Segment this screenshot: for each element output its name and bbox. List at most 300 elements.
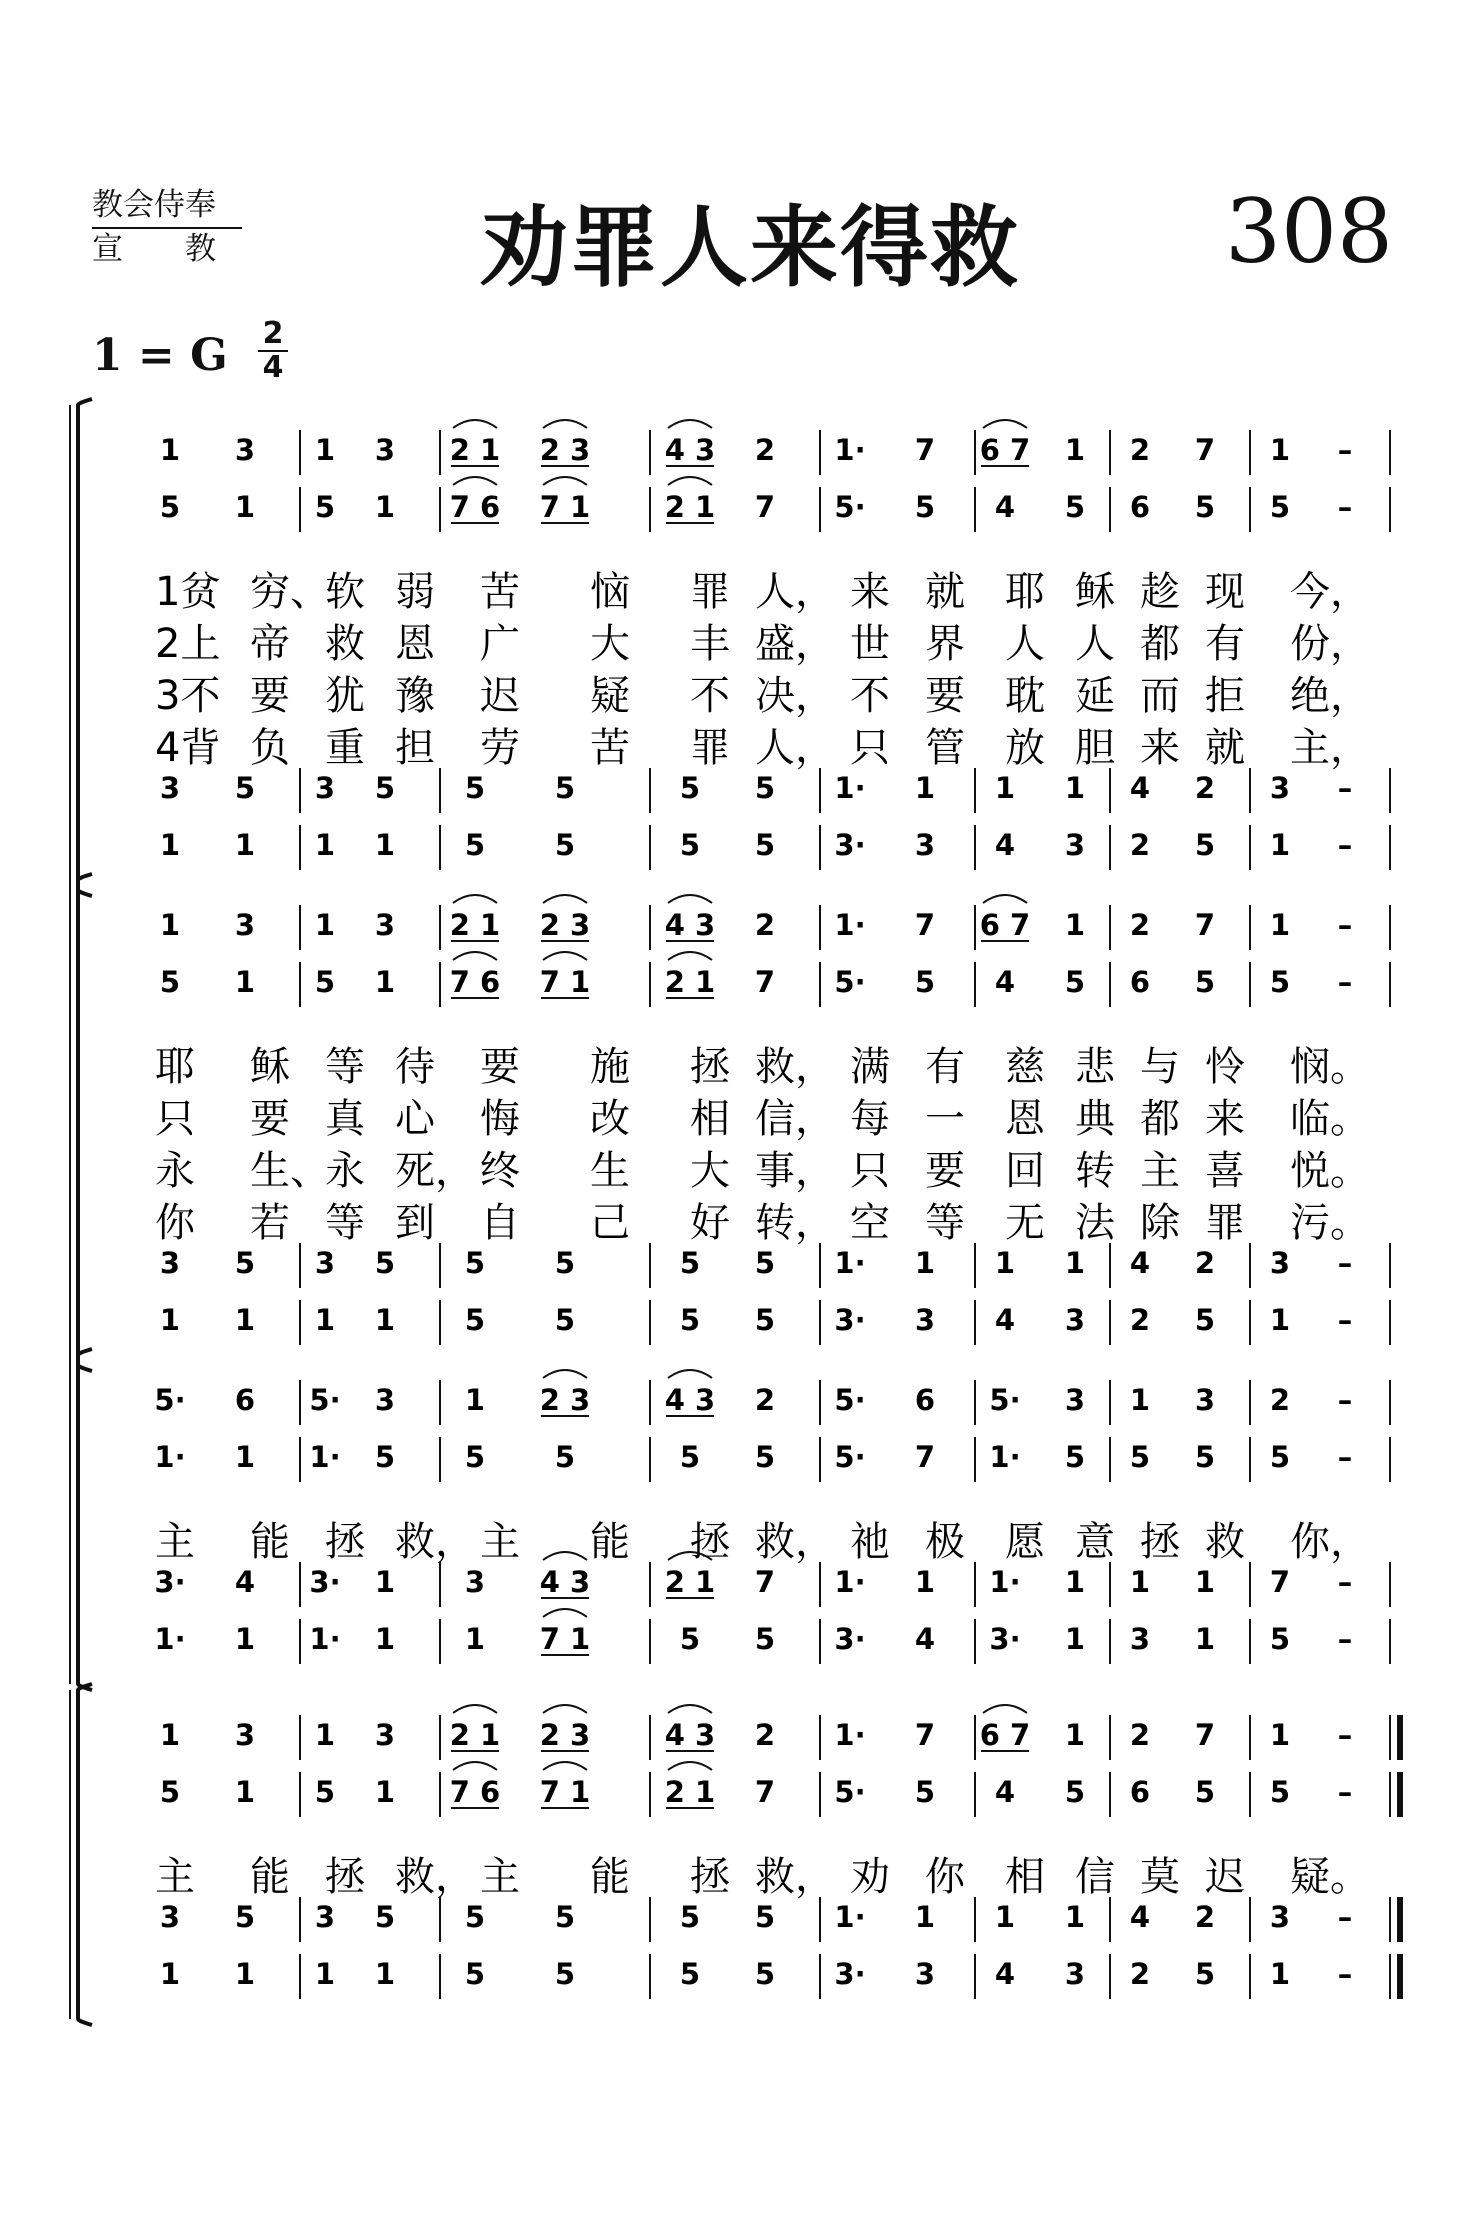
- tenor-note: 5: [464, 771, 486, 805]
- alto-note: 1: [234, 1775, 256, 1809]
- tenor-note: 5: [679, 1900, 701, 1934]
- bass-note: 1: [234, 1622, 256, 1656]
- bass-note: 3: [914, 828, 936, 862]
- lyric-syllable: 劳: [480, 725, 520, 771]
- tenor-note: 2 1: [664, 1565, 716, 1599]
- alto-note: 5: [464, 1440, 486, 1474]
- alto-note: 1: [374, 965, 396, 999]
- lyric-syllable: 救，: [395, 1854, 475, 1900]
- slur-mark: [543, 1552, 587, 1560]
- tenor-note: 1: [914, 1246, 936, 1280]
- lyric-syllable: 拯: [325, 1519, 365, 1565]
- alto-note: 2 1: [664, 965, 716, 999]
- slur-mark: [543, 1705, 587, 1713]
- lyric-syllable: 稣: [1075, 569, 1115, 615]
- alto-note: 5·: [834, 490, 866, 524]
- soprano-note: 5·: [834, 1383, 866, 1417]
- tenor-note: 5: [374, 771, 396, 805]
- tenor-note: 7: [754, 1565, 776, 1599]
- lyric-syllable: 主: [155, 1854, 195, 1900]
- lyric-syllable: 事，: [755, 1148, 835, 1194]
- soprano-note: 6 7: [979, 1718, 1031, 1752]
- soprano-note: 6 7: [979, 433, 1031, 467]
- lyric-syllable: 悯。: [1290, 1044, 1370, 1090]
- lyric-syllable: 人，: [755, 569, 835, 615]
- alto-note: –: [1337, 1775, 1353, 1809]
- soprano-note: 1·: [834, 1718, 866, 1752]
- bass-note: 1: [314, 828, 336, 862]
- tenor-note: 3: [314, 1246, 336, 1280]
- lyric-syllable: 信，: [755, 1096, 835, 1142]
- soprano-note: 4 3: [664, 1718, 716, 1752]
- tenor-note: 1: [374, 1565, 396, 1599]
- bass-note: 4: [994, 828, 1016, 862]
- lyric-syllable: 莫: [1140, 1854, 1180, 1900]
- tenor-note: 5: [374, 1246, 396, 1280]
- lyric-syllable: 耶: [155, 1044, 195, 1090]
- lyric-syllable: 拯: [1140, 1519, 1180, 1565]
- alto-note: 7: [754, 490, 776, 524]
- tenor-note: 3·: [154, 1565, 186, 1599]
- soprano-note: 1: [314, 908, 336, 942]
- bass-note: 1: [1269, 828, 1291, 862]
- bass-note: 1: [159, 1957, 181, 1991]
- bass-note: 1: [1269, 1303, 1291, 1337]
- lyric-syllable: 救，: [755, 1044, 835, 1090]
- bass-note: 1: [374, 1957, 396, 1991]
- lyric-syllable: 恼: [590, 569, 630, 615]
- lyric-syllable: 就: [1205, 725, 1245, 771]
- alto-note: 5: [554, 1440, 576, 1474]
- alto-note: 6: [1129, 1775, 1151, 1809]
- bass-note: 3: [1064, 1303, 1086, 1337]
- alto-note: 7 6: [449, 1775, 501, 1809]
- lyric-syllable: 能: [250, 1519, 290, 1565]
- soprano-note: 1·: [834, 433, 866, 467]
- soprano-note: 7: [1194, 1718, 1216, 1752]
- lyric-syllable: 广: [480, 621, 520, 667]
- tenor-note: –: [1337, 1900, 1353, 1934]
- slur-mark: [543, 895, 587, 903]
- soprano-note: 2 3: [539, 908, 591, 942]
- tenor-note: 1·: [834, 1246, 866, 1280]
- lyric-syllable: 自: [480, 1200, 520, 1246]
- slur-mark: [453, 477, 497, 485]
- slur-mark: [983, 1705, 1027, 1713]
- lyric-syllable: 祂: [850, 1519, 890, 1565]
- bass-note: 3: [1064, 1957, 1086, 1991]
- lyric-syllable: 相: [690, 1096, 730, 1142]
- lyric-syllable: 相: [1005, 1854, 1045, 1900]
- system-bracket: [78, 874, 92, 1371]
- tenor-note: –: [1337, 771, 1353, 805]
- tenor-note: 5: [554, 1900, 576, 1934]
- lyric-syllable: 而: [1140, 673, 1180, 719]
- slur-mark: [668, 420, 712, 428]
- lyric-syllable: 迟: [480, 673, 520, 719]
- tenor-note: 3: [159, 1246, 181, 1280]
- tenor-note: 3: [1269, 1246, 1291, 1280]
- soprano-note: 6 7: [979, 908, 1031, 942]
- tenor-note: 5: [554, 771, 576, 805]
- soprano-note: 2 3: [539, 1718, 591, 1752]
- tenor-note: 4 3: [539, 1565, 591, 1599]
- hymn-number: 308: [1225, 180, 1393, 283]
- alto-note: 5: [1194, 1440, 1216, 1474]
- lyric-syllable: 人，: [755, 725, 835, 771]
- lyric-syllable: 只: [850, 1148, 890, 1194]
- slur-mark: [453, 420, 497, 428]
- soprano-note: 7: [914, 433, 936, 467]
- alto-note: 1: [374, 490, 396, 524]
- lyric-syllable: 趁: [1140, 569, 1180, 615]
- system-bracket: [78, 1684, 92, 2025]
- soprano-note: –: [1337, 908, 1353, 942]
- alto-note: 5: [314, 1775, 336, 1809]
- tenor-note: 4: [1129, 771, 1151, 805]
- alto-note: 5: [314, 490, 336, 524]
- bass-note: 3·: [834, 1303, 866, 1337]
- lyric-syllable: 穷、: [250, 569, 330, 615]
- system-bracket: [78, 1349, 92, 1690]
- lyric-syllable: 主: [480, 1854, 520, 1900]
- alto-note: 4: [994, 1775, 1016, 1809]
- alto-note: 5: [374, 1440, 396, 1474]
- tenor-note: 3: [314, 771, 336, 805]
- tenor-note: 5: [464, 1900, 486, 1934]
- lyric-syllable: 主: [155, 1519, 195, 1565]
- system-bracket: [78, 399, 92, 896]
- soprano-note: 1: [314, 1718, 336, 1752]
- soprano-note: 7: [1194, 433, 1216, 467]
- bass-note: 3·: [989, 1622, 1021, 1656]
- alto-note: –: [1337, 965, 1353, 999]
- lyric-syllable: 重: [325, 725, 365, 771]
- soprano-note: 3: [374, 1383, 396, 1417]
- soprano-note: 2: [1269, 1383, 1291, 1417]
- lyric-syllable: 到: [395, 1200, 435, 1246]
- lyric-syllable: 改: [590, 1096, 630, 1142]
- soprano-note: 1: [314, 433, 336, 467]
- lyric-syllable: 等: [925, 1200, 965, 1246]
- category-top: 教会侍奉: [92, 185, 242, 229]
- lyric-syllable: 盛，: [755, 621, 835, 667]
- slur-mark: [668, 1762, 712, 1770]
- tenor-note: 1·: [834, 1900, 866, 1934]
- alto-note: 5: [914, 490, 936, 524]
- lyric-syllable: 死，: [395, 1148, 475, 1194]
- bass-note: 1·: [154, 1622, 186, 1656]
- lyric-syllable: 恩: [1005, 1096, 1045, 1142]
- alto-note: 5: [159, 490, 181, 524]
- lyric-syllable: 主: [480, 1519, 520, 1565]
- lyric-syllable: 有: [1205, 621, 1245, 667]
- lyric-syllable: 有: [925, 1044, 965, 1090]
- soprano-note: 3: [234, 433, 256, 467]
- lyric-syllable: 迟: [1205, 1854, 1245, 1900]
- bass-note: 5: [554, 1957, 576, 1991]
- bass-note: 1: [234, 1957, 256, 1991]
- lyric-syllable: 管: [925, 725, 965, 771]
- lyric-syllable: 绝，: [1290, 673, 1370, 719]
- alto-note: 5: [1194, 965, 1216, 999]
- soprano-note: 2 3: [539, 433, 591, 467]
- soprano-note: 2: [1129, 908, 1151, 942]
- lyric-syllable: 拯: [325, 1854, 365, 1900]
- lyric-syllable: 3不: [155, 673, 221, 719]
- lyric-syllable: 每: [850, 1096, 890, 1142]
- lyric-syllable: 法: [1075, 1200, 1115, 1246]
- soprano-note: 1: [464, 1383, 486, 1417]
- key-signature: 1 = G: [92, 330, 228, 381]
- tenor-note: 3: [464, 1565, 486, 1599]
- tenor-note: 5: [679, 1246, 701, 1280]
- tenor-note: 5: [679, 771, 701, 805]
- soprano-note: 3: [1194, 1383, 1216, 1417]
- lyric-syllable: 2上: [155, 621, 221, 667]
- bass-note: 1: [159, 1303, 181, 1337]
- lyric-syllable: 世: [850, 621, 890, 667]
- tenor-note: 1: [914, 771, 936, 805]
- bass-note: 3·: [834, 1622, 866, 1656]
- tenor-note: 1: [914, 1900, 936, 1934]
- slur-mark: [668, 477, 712, 485]
- bass-note: 5: [754, 828, 776, 862]
- lyric-syllable: 就: [925, 569, 965, 615]
- bass-note: 1: [314, 1303, 336, 1337]
- lyric-syllable: 能: [590, 1854, 630, 1900]
- lyric-syllable: 慈: [1005, 1044, 1045, 1090]
- lyric-syllable: 愿: [1005, 1519, 1045, 1565]
- alto-note: 2 1: [664, 1775, 716, 1809]
- alto-note: 1·: [309, 1440, 341, 1474]
- lyric-syllable: 疑: [590, 673, 630, 719]
- alto-note: 1·: [989, 1440, 1021, 1474]
- soprano-note: 2: [1129, 1718, 1151, 1752]
- lyric-syllable: 救: [1205, 1519, 1245, 1565]
- lyric-syllable: 污。: [1290, 1200, 1370, 1246]
- alto-note: 5: [1269, 490, 1291, 524]
- bass-note: 5: [464, 1957, 486, 1991]
- lyric-syllable: 转: [1075, 1148, 1115, 1194]
- bass-note: 4: [994, 1303, 1016, 1337]
- alto-note: 5: [1064, 1775, 1086, 1809]
- alto-note: 5: [1064, 490, 1086, 524]
- bass-note: 3: [914, 1303, 936, 1337]
- soprano-note: 1: [1269, 433, 1291, 467]
- lyric-syllable: 主，: [1290, 725, 1370, 771]
- alto-note: 7: [914, 1440, 936, 1474]
- slur-mark: [668, 895, 712, 903]
- lyric-syllable: 疑。: [1290, 1854, 1370, 1900]
- alto-note: 7 6: [449, 965, 501, 999]
- tenor-note: 1: [1064, 1565, 1086, 1599]
- tenor-note: 3: [159, 1900, 181, 1934]
- lyric-syllable: 喜: [1205, 1148, 1245, 1194]
- slur-mark: [668, 1370, 712, 1378]
- slur-mark: [668, 1705, 712, 1713]
- alto-note: 2 1: [664, 490, 716, 524]
- lyric-syllable: 悦。: [1290, 1148, 1370, 1194]
- bass-note: 1: [374, 828, 396, 862]
- bass-note: 5: [679, 1622, 701, 1656]
- soprano-note: 2: [754, 1718, 776, 1752]
- lyric-syllable: 胆: [1075, 725, 1115, 771]
- bass-note: 1: [234, 1303, 256, 1337]
- lyric-syllable: 一: [925, 1096, 965, 1142]
- lyric-syllable: 要: [480, 1044, 520, 1090]
- lyric-syllable: 担: [395, 725, 435, 771]
- alto-note: 5·: [834, 1440, 866, 1474]
- lyric-syllable: 你: [155, 1200, 195, 1246]
- tenor-note: 1·: [834, 771, 866, 805]
- tenor-note: 5: [754, 1900, 776, 1934]
- lyric-syllable: 主: [1140, 1148, 1180, 1194]
- lyric-syllable: 除: [1140, 1200, 1180, 1246]
- bass-note: 1: [1064, 1622, 1086, 1656]
- soprano-note: 1: [159, 433, 181, 467]
- lyric-syllable: 施: [590, 1044, 630, 1090]
- alto-note: 5: [914, 1775, 936, 1809]
- bass-note: –: [1337, 1303, 1353, 1337]
- soprano-note: 6: [914, 1383, 936, 1417]
- tenor-note: 3: [159, 771, 181, 805]
- lyric-syllable: 延: [1075, 673, 1115, 719]
- soprano-note: 2 3: [539, 1383, 591, 1417]
- bass-note: 5: [1269, 1622, 1291, 1656]
- alto-note: 1: [234, 1440, 256, 1474]
- soprano-note: 1: [1064, 908, 1086, 942]
- lyric-syllable: 稣: [250, 1044, 290, 1090]
- alto-note: 7: [754, 1775, 776, 1809]
- lyric-syllable: 4背: [155, 725, 221, 771]
- slur-mark: [453, 952, 497, 960]
- lyric-syllable: 负: [250, 725, 290, 771]
- soprano-note: 4 3: [664, 908, 716, 942]
- lyric-syllable: 豫: [395, 673, 435, 719]
- lyric-syllable: 都: [1140, 621, 1180, 667]
- alto-note: –: [1337, 490, 1353, 524]
- slur-mark: [453, 1705, 497, 1713]
- bass-note: 3: [1064, 828, 1086, 862]
- lyric-syllable: 悲: [1075, 1044, 1115, 1090]
- lyric-syllable: 犹: [325, 673, 365, 719]
- bass-note: 2: [1129, 828, 1151, 862]
- lyric-syllable: 只: [850, 725, 890, 771]
- lyric-syllable: 生: [590, 1148, 630, 1194]
- tenor-note: –: [1337, 1246, 1353, 1280]
- tenor-note: 2: [1194, 771, 1216, 805]
- lyric-syllable: 现: [1205, 569, 1245, 615]
- alto-note: 5: [1269, 965, 1291, 999]
- tenor-note: 7: [1269, 1565, 1291, 1599]
- tenor-note: 1: [994, 771, 1016, 805]
- lyric-syllable: 人: [1005, 621, 1045, 667]
- soprano-note: 3: [1064, 1383, 1086, 1417]
- alto-note: 7 1: [539, 490, 591, 524]
- tenor-note: 5: [374, 1900, 396, 1934]
- tenor-note: 1: [1064, 771, 1086, 805]
- soprano-note: 2: [754, 908, 776, 942]
- lyric-syllable: 救，: [395, 1519, 475, 1565]
- tenor-note: 5: [234, 771, 256, 805]
- tenor-note: 1: [1194, 1565, 1216, 1599]
- bass-note: 5: [1194, 1303, 1216, 1337]
- lyric-syllable: 界: [925, 621, 965, 667]
- lyric-syllable: 不: [690, 673, 730, 719]
- bass-note: 5: [1194, 1957, 1216, 1991]
- bass-note: 5: [679, 1303, 701, 1337]
- slur-mark: [543, 420, 587, 428]
- lyric-syllable: 劝: [850, 1854, 890, 1900]
- lyric-syllable: 典: [1075, 1096, 1115, 1142]
- tenor-note: 1: [994, 1246, 1016, 1280]
- bass-note: 1: [374, 1622, 396, 1656]
- slur-mark: [983, 420, 1027, 428]
- lyric-syllable: 若: [250, 1200, 290, 1246]
- alto-note: 5: [914, 965, 936, 999]
- bass-note: 1: [464, 1622, 486, 1656]
- alto-note: 5: [1064, 1440, 1086, 1474]
- slur-mark: [543, 477, 587, 485]
- tenor-note: 5: [754, 771, 776, 805]
- tenor-note: 1: [994, 1900, 1016, 1934]
- alto-note: 5: [1269, 1440, 1291, 1474]
- tenor-note: 4: [1129, 1246, 1151, 1280]
- lyric-syllable: 意: [1075, 1519, 1115, 1565]
- soprano-note: 1: [159, 1718, 181, 1752]
- lyric-syllable: 放: [1005, 725, 1045, 771]
- bass-note: 5: [754, 1303, 776, 1337]
- lyric-syllable: 拯: [690, 1854, 730, 1900]
- lyric-syllable: 来: [1205, 1096, 1245, 1142]
- lyric-syllable: 转，: [755, 1200, 835, 1246]
- tenor-note: 1·: [989, 1565, 1021, 1599]
- lyric-syllable: 今，: [1290, 569, 1370, 615]
- bass-note: 5: [679, 1957, 701, 1991]
- lyric-syllable: 己: [590, 1200, 630, 1246]
- lyric-syllable: 只: [155, 1096, 195, 1142]
- lyric-syllable: 大: [690, 1148, 730, 1194]
- slur-mark: [983, 895, 1027, 903]
- lyric-syllable: 份，: [1290, 621, 1370, 667]
- lyric-syllable: 来: [850, 569, 890, 615]
- lyric-syllable: 拯: [690, 1044, 730, 1090]
- soprano-note: 7: [914, 908, 936, 942]
- lyric-syllable: 你: [925, 1854, 965, 1900]
- lyric-syllable: 帝: [250, 621, 290, 667]
- lyric-syllable: 信: [1075, 1854, 1115, 1900]
- bass-note: 5: [464, 828, 486, 862]
- lyric-syllable: 你，: [1290, 1519, 1370, 1565]
- tenor-note: 1: [1064, 1900, 1086, 1934]
- soprano-note: 1: [159, 908, 181, 942]
- lyric-syllable: 无: [1005, 1200, 1045, 1246]
- alto-note: 5: [1194, 1775, 1216, 1809]
- bass-note: 5: [754, 1622, 776, 1656]
- lyric-syllable: 要: [925, 673, 965, 719]
- lyric-syllable: 来: [1140, 725, 1180, 771]
- alto-note: 5·: [834, 965, 866, 999]
- lyric-syllable: 不: [850, 673, 890, 719]
- lyric-syllable: 拒: [1205, 673, 1245, 719]
- bass-note: –: [1337, 1622, 1353, 1656]
- lyric-syllable: 终: [480, 1148, 520, 1194]
- tenor-note: 1: [914, 1565, 936, 1599]
- lyric-syllable: 生、: [250, 1148, 330, 1194]
- alto-note: 7: [754, 965, 776, 999]
- soprano-note: 3: [374, 433, 396, 467]
